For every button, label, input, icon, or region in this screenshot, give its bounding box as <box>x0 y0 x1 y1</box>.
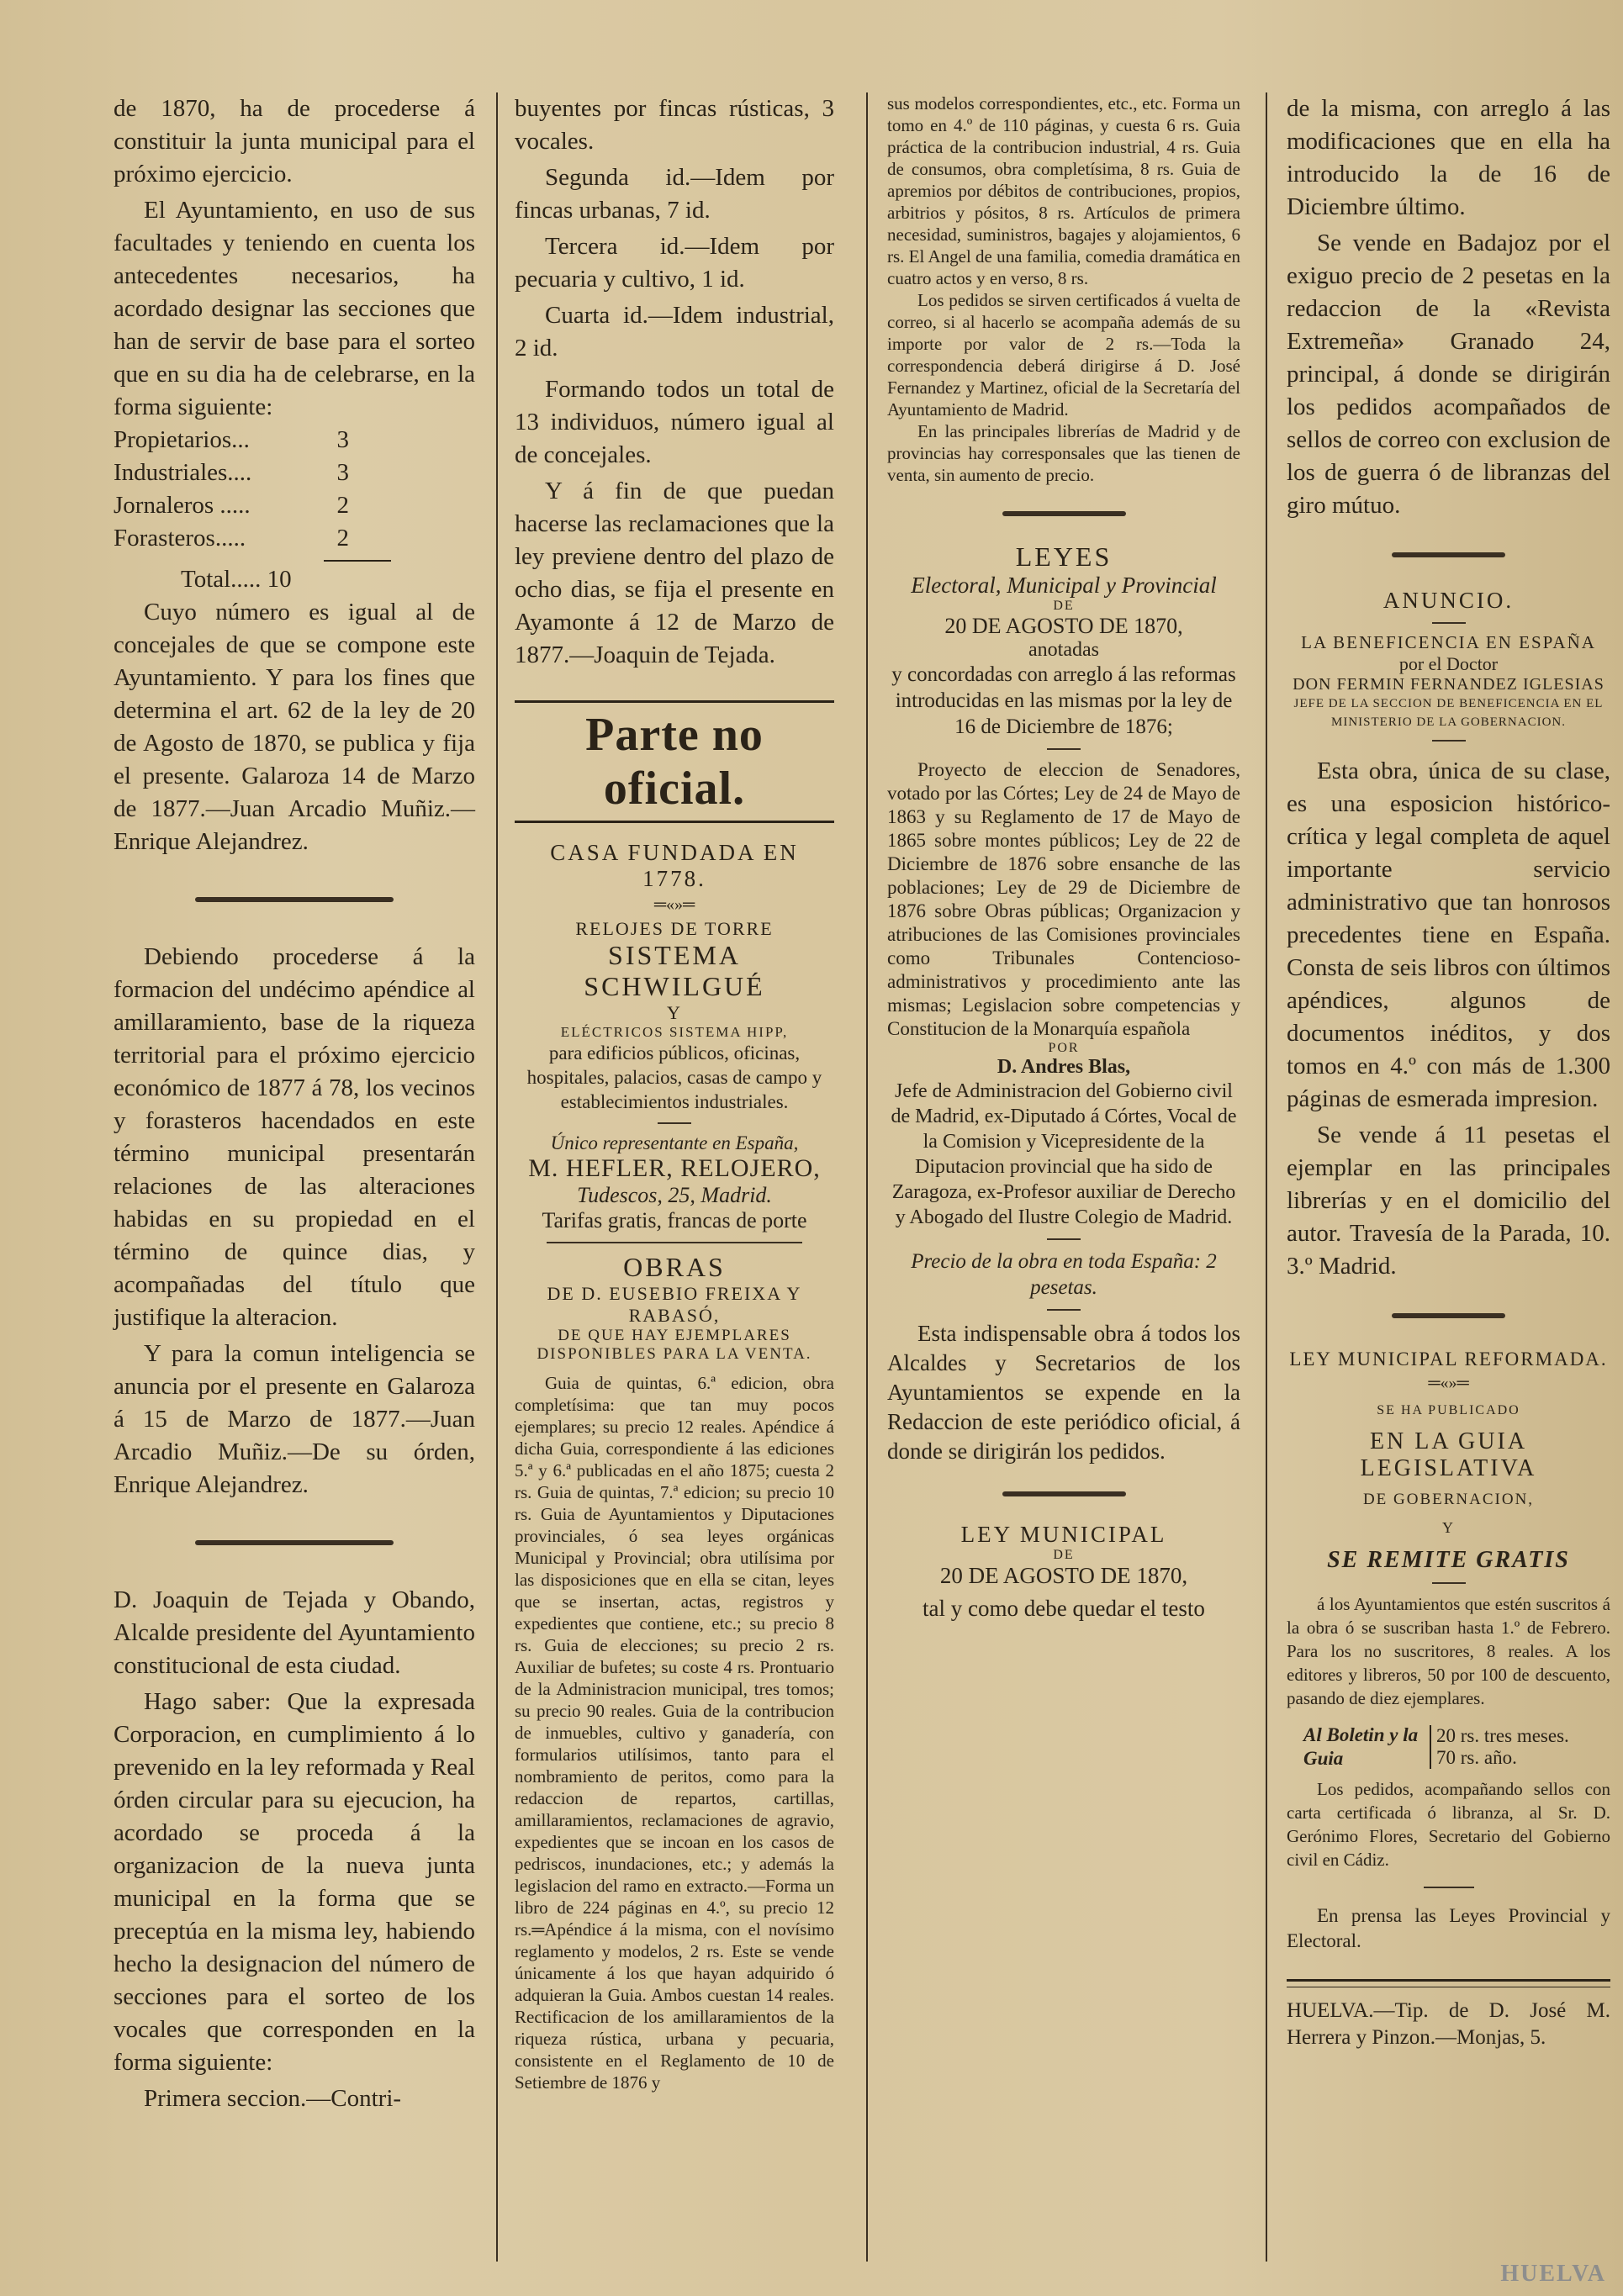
paragraph: Esta indispensable obra á todos los Alcaldes y Secretarios de los Ayuntamientos se expende en la Redaccion de este periódico oficial, á donde se dirigirán los pedidos. <box>887 1321 1240 1464</box>
imprint: HUELVA.—Tip. de D. José M. Herrera y Pinzon.—Monjas, 5. <box>1287 1999 1610 2049</box>
ad-text: DE <box>1053 1548 1075 1562</box>
ad-heading: DE QUE HAY EJEMPLARES DISPONIBLES PARA LA VENTA. <box>537 1327 812 1363</box>
ad-text: Y <box>1442 1519 1455 1536</box>
separator <box>1287 1979 1610 1982</box>
table-row: Jornaleros ..... 2 <box>114 492 349 519</box>
paragraph: Cuarta id.—Idem industrial, 2 id. <box>515 302 834 362</box>
paragraph: Los pedidos, acompañando sellos con carta certificada ó libranza, al Sr. D. Gerónimo Flores, Secretario del Gobierno civil en Cádiz. <box>1287 1779 1610 1870</box>
ornament: ═«»═ <box>1428 1374 1469 1392</box>
separator <box>1047 748 1081 750</box>
paragraph: En prensa las Leyes Provincial y Electoral. <box>1287 1905 1610 1951</box>
separator <box>1432 740 1466 742</box>
price-box: Al Boletin y la Guia 20 rs. tres meses. 70 rs. año. <box>1303 1724 1569 1769</box>
ad-text: Precio de la obra en toda España: 2 pesetas. <box>911 1250 1217 1299</box>
paragraph: En las principales librerías de Madrid y de provincias hay corresponsales que las tienen de venta, sin aumento de precio. <box>887 421 1240 485</box>
separator <box>547 1242 802 1243</box>
ad-heading: DE D. EUSEBIO FREIXA Y RABASÓ, <box>547 1283 802 1326</box>
ad-heading: SISTEMA SCHWILGUÉ <box>584 940 765 1001</box>
paragraph: sus modelos correspondientes, etc., etc. Forma un tomo en 4.º de 110 páginas, y cuesta 6 rs. Guia práctica de la contribucion industrial, 4 rs. Guia de consumos, obra completísima, 8 rs. Guia de apremios por débitos de contribuciones, propios, arbitrios y pósitos, 8 rs. Artículos de primera necesidad, suministros, bagajes y alojamientos, 6 rs. El Angel de una familia, comedia dramática en cuatro actos y en verso, 8 rs. <box>887 93 1240 288</box>
ad-text: M. HEFLER, RELOJERO, <box>528 1154 821 1182</box>
column-rule <box>1266 92 1267 2262</box>
ad-heading: Electoral, Municipal y Provincial <box>911 573 1217 598</box>
paragraph: Se vende en Badajoz por el exiguo precio de 2 pesetas en la redaccion de la «Revista Extremeña» Granado 24, principal, á donde se dirigirán los pedidos acompañados de sellos de correo con exclusion de los de guerra ó de libranzas del giro mútuo. <box>1287 230 1610 519</box>
ad-heading: LEYES <box>1015 541 1113 572</box>
separator <box>1392 552 1505 557</box>
section-title: Parte no oficial. <box>515 700 834 823</box>
separator <box>195 1540 394 1545</box>
paragraph: Cuyo número es igual al de concejales de que se compone este Ayuntamiento. Y para los fines que determina el art. 62 de la ley de 20 de Agosto de 1870, se publica y fija el presente. Galaroza 14 de Marzo de 1877.—Juan Arcadio Muñiz.—Enrique Alejandrez. <box>114 599 475 855</box>
separator <box>1424 1887 1474 1888</box>
ad-text: y concordadas con arreglo á las reformas introducidas en las mismas por la ley de 16 de Diciembre de 1876; <box>891 663 1236 738</box>
ad-text: Tudescos, 25, Madrid. <box>577 1183 772 1207</box>
separator <box>1002 511 1126 516</box>
paragraph: D. Joaquin de Tejada y Obando, Alcalde presidente del Ayuntamiento constitucional de esta ciudad. <box>114 1586 475 1679</box>
ad-heading: D. Andres Blas, <box>997 1056 1131 1078</box>
paragraph: Hago saber: Que la expresada Corporacion, en cumplimiento á lo prevenido en la ley reformada y Real órden circular para su ejecucion, ha acordado se proceda á la organizacion de la nueva junta municipal en la forma que se preceptúa en la misma ley, habiendo hecho la designacion del número de secciones para el sorteo de los vocales que corresponden en la forma siguiente: <box>114 1688 475 2076</box>
paragraph: buyentes por fincas rústicas, 3 vocales. <box>515 95 834 155</box>
separator <box>658 1122 691 1124</box>
ad-heading: LA BENEFICENCIA EN ESPAÑA <box>1301 632 1596 652</box>
ad-text: SE HA PUBLICADO <box>1377 1403 1520 1417</box>
column-rule <box>866 92 868 2262</box>
total-rule <box>324 560 391 562</box>
ad-text: JEFE DE LA SECCION DE BENEFICENCIA EN EL MINISTERIO DE LA GOBERNACION. <box>1293 697 1604 729</box>
paragraph: Tercera id.—Idem por pecuaria y cultivo, 1 id. <box>515 233 834 293</box>
ad-text: ELÉCTRICOS SISTEMA HIPP, <box>560 1024 789 1040</box>
ad-heading: OBRAS <box>623 1252 726 1282</box>
table-row: Propietarios... 3 <box>114 426 349 453</box>
ad-heading: DON FERMIN FERNANDEZ IGLESIAS <box>1293 675 1604 694</box>
ad-text: DE GOBERNACION, <box>1362 1491 1535 1508</box>
paragraph: Se vende á 11 pesetas el ejemplar en las principales librerías y en el domicilio del autor. Travesía de la Parada, 10. 3.º Madrid. <box>1287 1122 1610 1280</box>
ad-heading: 20 DE AGOSTO DE 1870, <box>939 1563 1188 1588</box>
separator <box>1002 1491 1126 1496</box>
sections-table <box>114 424 475 555</box>
ad-text: Jefe de Administracion del Gobierno civil de Madrid, ex-Diputado á Córtes, Vocal de la Comision y Vicepresidente de la Diputacion provincial que ha sido de Zaragoza, ex-Profesor auxiliar de Derecho y Abogado del Ilustre Colegio de Madrid. <box>891 1080 1237 1228</box>
ad-heading: 20 DE AGOSTO DE 1870, <box>944 614 1183 638</box>
separator <box>195 897 394 902</box>
ad-heading: SE REMITE GRATIS <box>1327 1547 1570 1573</box>
ad-text: DE <box>1053 599 1075 613</box>
column-rule <box>496 92 498 2262</box>
ad-text: para edificios públicos, oficinas, hospitales, palacios, casas de campo y establecimientos industriales. <box>526 1042 822 1112</box>
ad-text: Y <box>667 1002 682 1023</box>
library-watermark: HUELVA <box>1500 2261 1606 2287</box>
paragraph: Y á fin de que puedan hacerse las reclamaciones que la ley previene dentro del plazo de ocho dias, se fija el presente en Ayamonte á 12 de Marzo de 1877.—Joaquin de Tejada. <box>515 478 834 668</box>
paragraph: Esta obra, única de su clase, es una esposicion histórico-crítica y legal completa de aquel importante servicio administrativo que tan honrosos precedentes tiene en España. Consta de seis libros con últimos apéndices, algunos de documentos inéditos, y dos tomos en 4.º con más de 1.300 páginas de esmerada impresion. <box>1287 757 1610 1112</box>
separator <box>1432 622 1466 624</box>
table-row: Industriales.... 3 <box>114 459 349 486</box>
column-3 <box>887 92 1240 1622</box>
paragraph: Guia de quintas, 6.ª edicion, obra completísima: que tan muy pocos ejemplares; su precio 12 reales. Apéndice á dicha Guia, correspondiente á las ediciones 5.ª y 6.ª publicadas en el año 1875; cuesta 2 rs. Guia de quintas, 7.ª edicion; su precio 10 rs. Guia de Ayuntamientos y Diputaciones provinciales, ó sea leyes orgánicas Municipal y Provincial; obra utilísima por las disposiciones que en ella se citan, leyes que se insertan, actas, registros y expedientes que contiene, etc.; su precio 8 rs. Guia de elecciones; su precio 2 rs. Auxiliar de bufetes; su coste 4 rs. Prontuario de la Administracion municipal, tres tomos; su precio 90 reales. Guia de la contribucion de inmuebles, cultivo y ganadería, con formularios utilísimos, tanto para el nombramiento de peritos, como para la redaccion de repartos, cartillas, amillaramientos, reclamaciones de agravio, expedientes que se incoan en los casos de pedriscos, inundaciones, etc.; y además la legislacion del ramo en extracto.—Forma un libro de 224 páginas en 4.º, su precio 12 rs.═Apéndice á la misma, con el novísimo reglamento y modelos, 2 rs. Este se vende únicamente á los que hayan adquirido ó adquieran la Guia. Ambos cuestan 14 reales. Rectificacion de los amillaramientos de la riqueza rústica, urbana y pecuaria, consistente en el Reglamento de 10 de Setiembre de 1876 y <box>515 1373 834 2093</box>
paragraph: Primera seccion.—Contri- <box>144 2085 402 2112</box>
separator <box>1047 1238 1081 1240</box>
ad-heading: ANUNCIO. <box>1382 588 1515 613</box>
ad-heading: EN LA GUIA LEGISLATIVA <box>1360 1428 1537 1481</box>
table-row: Forasteros..... 2 <box>114 525 349 552</box>
paragraph: Proyecto de eleccion de Senadores, votado por las Córtes; Ley de 24 de Mayo de 1863 y su Reglamento de 17 de Mayo de 1865 sobre montes públicos; Ley de 22 de Diciembre de 1876 sobre ensanche de las poblaciones; Ley de 29 de Diciembre de 1876 sobre Obras públicas; Organizacion y atribuciones de las Comisiones provinciales como Tribunales Contencioso-administrativos y procedimiento ante las mismas; Legislacion sobre competencias y Constitucion de la Monarquía española <box>887 759 1240 1039</box>
paragraph: de 1870, ha de procederse á constituir la junta municipal para el próximo ejercicio. <box>114 95 475 187</box>
ornament: ═«»═ <box>653 895 695 914</box>
paragraph: Debiendo procederse á la formacion del undécimo apéndice al amillaramiento, base de la riqueza territorial para el próximo ejercicio económico de 1877 á 78, los vecinos y forasteros hacendados en este término municipal presentarán relaciones de las alteraciones habidas en su propiedad en el término de quince dias, y acompañadas del título que justifique la alteracion. <box>114 943 475 1331</box>
ad-heading: LEY MUNICIPAL <box>960 1522 1167 1547</box>
ad-heading: CASA FUNDADA EN 1778. <box>550 840 799 891</box>
column-4 <box>1287 92 1610 2051</box>
ad-text: por el Doctor <box>1398 653 1499 674</box>
ad-heading: RELOJES DE TORRE <box>575 918 774 939</box>
ad-text: anotadas <box>1028 639 1099 661</box>
paragraph: de la misma, con arreglo á las modificaciones que en ella ha introducido la de 16 de Diciembre último. <box>1287 95 1610 220</box>
separator <box>1432 1582 1466 1584</box>
paragraph: á los Ayuntamientos que estén suscritos á la obra ó se suscriban hasta 1.º de Febrero. Para los no suscritores, 8 reales. A los editores y libreros, 50 por 100 de descuento, pasando de diez ejemplares. <box>1287 1594 1610 1708</box>
ad-text: Único representante en España, <box>550 1132 799 1153</box>
paragraph: Formando todos un total de 13 individuos, número igual al de concejales. <box>515 376 834 468</box>
paragraph: Y para la comun inteligencia se anuncia por el presente en Galaroza á 15 de Marzo de 1877.—Juan Arcadio Muñiz.—De su órden, Enrique Alejandrez. <box>114 1340 475 1498</box>
separator <box>1392 1313 1505 1318</box>
column-1 <box>114 92 475 2115</box>
ad-text: tal y como debe quedar el testo <box>923 1596 1205 1621</box>
paragraph: El Ayuntamiento, en uso de sus facultades y teniendo en cuenta los antecedentes necesarios, ha acordado designar las secciones que han de servir de base para el sorteo que en su dia ha de celebrarse, en la forma siguiente: <box>114 197 475 420</box>
paragraph: Segunda id.—Idem por fincas urbanas, 7 id. <box>515 164 834 224</box>
column-2 <box>515 92 834 2093</box>
paragraph: Los pedidos se sirven certificados á vuelta de correo, si al hacerlo se acompaña además de su importe por valor de 2 rs.—Toda la correspondencia deberá dirigirse á D. José Fernandez y Martinez, oficial de la Secretaría del Ayuntamiento de Madrid. <box>887 290 1240 420</box>
ad-heading: LEY MUNICIPAL REFORMADA. <box>1289 1349 1608 1370</box>
ad-text: Tarifas gratis, francas de porte <box>542 1208 807 1232</box>
separator <box>1047 1309 1081 1311</box>
ad-text: POR <box>1048 1041 1080 1055</box>
total: Total..... 10 <box>181 566 292 593</box>
